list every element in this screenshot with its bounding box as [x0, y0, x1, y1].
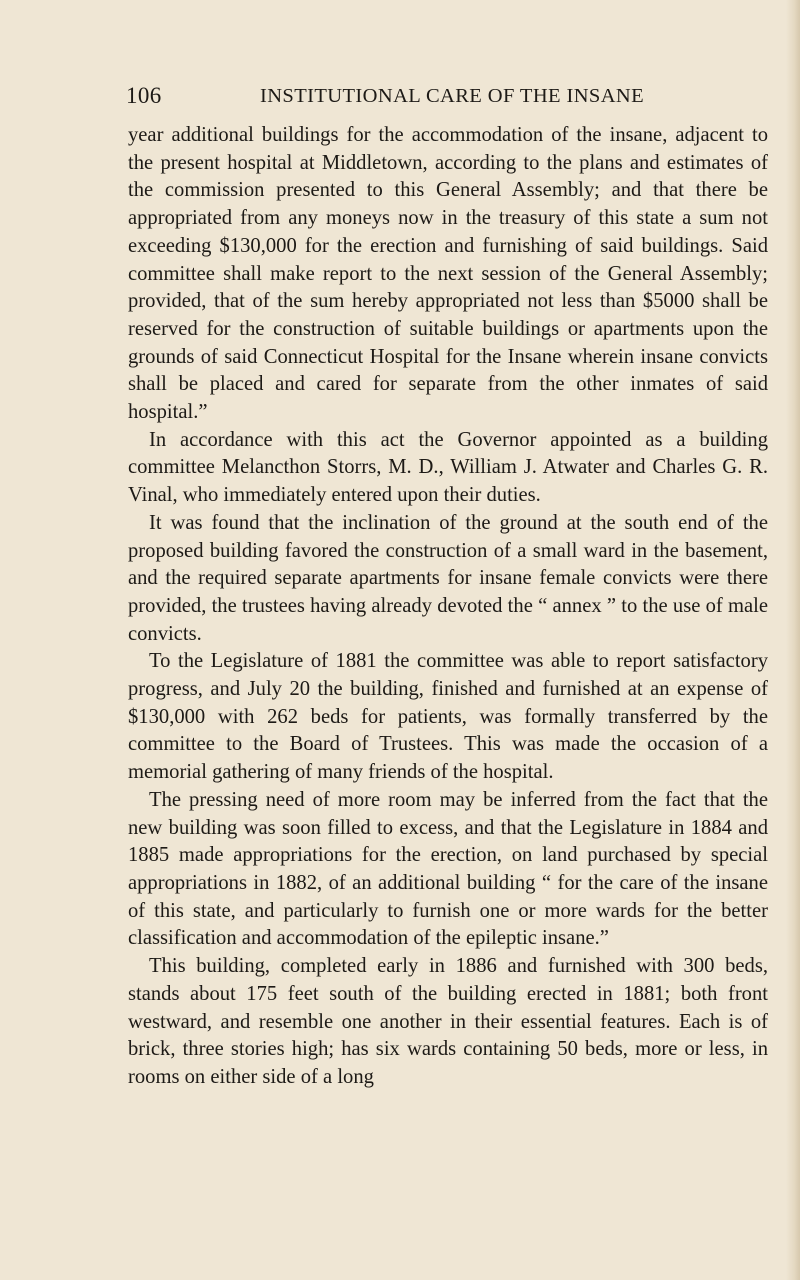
- paragraph: This building, completed early in 1886 and furnished with 300 beds, stands about 175 feet south of the building erected in 1881; both front westward, and resemble one another in their essential features. Each is of brick, three stories high; has six wards containing 50 beds, more or less, in rooms on either side of a long: [128, 955, 768, 1088]
- running-head: [126, 82, 756, 110]
- paragraph: In accordance with this act the Governor appointed as a building committee Melancthon Storrs, M. D., William J. Atwater and Charles G. R. Vinal, who immediately entered upon their duties.: [128, 428, 768, 507]
- body-text: [128, 122, 768, 1092]
- paragraph: The pressing need of more room may be inferred from the fact that the new building was soon filled to excess, and that the Legislature in 1884 and 1885 made appropriations for the erection, on land purchased by special appropriations in 1882, of an additional building “ for the care of the insane of this state, and particularly to furnish one or more wards for the better classification and accommodation of the epileptic insane.”: [128, 788, 768, 950]
- paragraph: It was found that the inclination of the ground at the south end of the proposed building favored the construction of a small ward in the basement, and the required separate apartments for insane female convicts were there provided, the trustees having already devoted the “ annex ” to the use of male convicts.: [128, 511, 768, 645]
- page-number: 106: [126, 83, 162, 108]
- page-edge-shadow: [786, 0, 800, 1280]
- paragraph-continuation: year additional buildings for the accommodation of the insane, adjacent to the present hospital at Middletown, according to the plans and estimates of the commission presented to this General Assembly; and that there be appropriated from any moneys now in the treasury of this state a sum not exceeding $130,000 for the erection and furnishing of said buildings. Said committee shall make report to the next session of the General Assembly; provided, that of the sum hereby appropriated not less than $5000 shall be reserved for the construction of suitable buildings or apartments upon the grounds of said Connecticut Hospital for the Insane wherein insane convicts shall be placed and cared for separate from the other inmates of said hospital.”: [128, 124, 768, 424]
- paragraph: To the Legislature of 1881 the committee was able to report satisfactory progress, and July 20 the building, finished and furnished at an expense of $130,000 with 262 beds for patients, was formally transferred by the committee to the Board of Trustees. This was made the occasion of a memorial gathering of many friends of the hospital.: [128, 650, 768, 784]
- running-title: INSTITUTIONAL CARE OF THE INSANE: [260, 85, 645, 107]
